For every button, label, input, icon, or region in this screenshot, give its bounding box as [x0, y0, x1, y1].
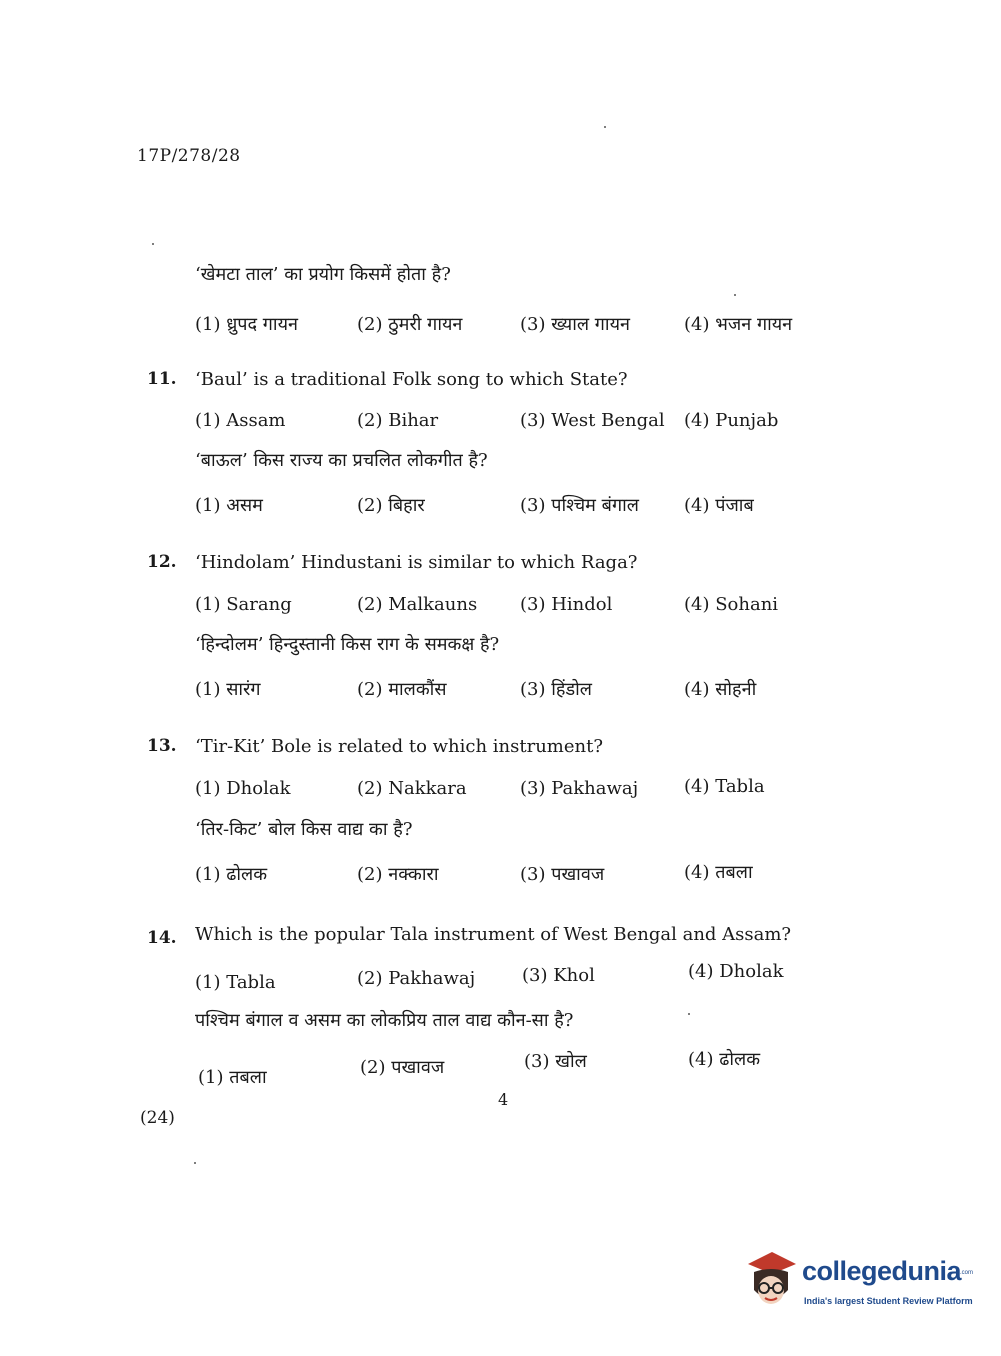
q12-option-3: (3) Hindol — [520, 594, 613, 615]
page-count: (24) — [140, 1108, 175, 1128]
collegedunia-logo — [742, 1248, 972, 1316]
q11-hindi-option-4: (4) पंजाब — [684, 495, 754, 516]
q14-option-1: (1) Tabla — [195, 972, 276, 993]
q13-option-4: (4) Tabla — [684, 776, 765, 797]
q11-hindi-option-2: (2) बिहार — [357, 495, 425, 516]
q11-number: 11. — [147, 369, 177, 389]
q14-hindi-option-1: (1) तबला — [198, 1067, 267, 1088]
brand-tagline: India's largest Student Review Platform — [804, 1296, 973, 1306]
q14-option-4: (4) Dholak — [688, 961, 784, 982]
scan-speck — [604, 126, 606, 128]
q11-option-2: (2) Bihar — [357, 410, 439, 431]
q13-option-2: (2) Nakkara — [357, 778, 467, 799]
q12-question: ‘Hindolam’ Hindustani is similar to which Raga? — [195, 552, 638, 573]
q12-option-1: (1) Sarang — [195, 594, 292, 615]
q10-hindi-option-2: (2) ठुमरी गायन — [357, 314, 463, 335]
q13-hindi-option-2: (2) नक्कारा — [357, 864, 439, 885]
q13-number: 13. — [147, 736, 177, 756]
q13-option-3: (3) Pakhawaj — [520, 778, 639, 799]
q12-hindi-option-4: (4) सोहनी — [684, 679, 757, 700]
q13-hindi-option-4: (4) तबला — [684, 862, 753, 883]
q14-hindi-question: पश्चिम बंगाल व असम का लोकप्रिय ताल वाद्य कौन-सा है? — [195, 1010, 574, 1031]
q12-option-4: (4) Sohani — [684, 594, 779, 615]
q12-hindi-option-3: (3) हिंडोल — [520, 679, 592, 700]
scan-speck — [152, 243, 154, 245]
scan-speck — [688, 1013, 690, 1015]
q11-option-1: (1) Assam — [195, 410, 286, 431]
q13-hindi-option-1: (1) ढोलक — [195, 864, 268, 885]
q13-hindi-question: ‘तिर-किट’ बोल किस वाद्य का है? — [195, 819, 413, 840]
q11-question: ‘Baul’ is a traditional Folk song to which State? — [195, 369, 628, 390]
brand-name: collegedunia — [802, 1256, 962, 1286]
q10-hindi-option-1: (1) ध्रुपद गायन — [195, 314, 299, 335]
q12-hindi-option-1: (1) सारंग — [195, 679, 261, 700]
q12-number: 12. — [147, 552, 177, 572]
q10-hindi-question: ‘खेमटा ताल’ का प्रयोग किसमें होता है? — [195, 264, 451, 285]
q14-option-3: (3) Khol — [522, 965, 595, 986]
page-number: 4 — [498, 1090, 509, 1109]
scan-speck — [194, 1162, 196, 1164]
mascot-icon — [742, 1250, 800, 1312]
q14-question: Which is the popular Tala instrument of West Bengal and Assam? — [195, 924, 792, 945]
q11-option-4: (4) Punjab — [684, 410, 779, 431]
q12-option-2: (2) Malkauns — [357, 594, 478, 615]
q14-hindi-option-3: (3) खोल — [524, 1051, 587, 1072]
q13-hindi-option-3: (3) पखावज — [520, 864, 605, 885]
scan-speck — [734, 294, 736, 296]
q14-hindi-option-2: (2) पखावज — [360, 1057, 445, 1078]
q10-hindi-option-4: (4) भजन गायन — [684, 314, 793, 335]
q13-question: ‘Tir-Kit’ Bole is related to which instrument? — [195, 736, 603, 757]
q13-option-1: (1) Dholak — [195, 778, 291, 799]
brand-dotcom: .com — [960, 1270, 974, 1276]
q10-hindi-option-3: (3) ख्याल गायन — [520, 314, 631, 335]
q14-number: 14. — [147, 928, 177, 948]
q11-hindi-option-1: (1) असम — [195, 495, 263, 516]
q11-hindi-option-3: (3) पश्चिम बंगाल — [520, 495, 639, 516]
q11-option-3: (3) West Bengal — [520, 410, 665, 431]
q12-hindi-question: ‘हिन्दोलम’ हिन्दुस्तानी किस राग के समकक्ष है? — [195, 634, 500, 655]
q14-hindi-option-4: (4) ढोलक — [688, 1049, 761, 1070]
paper-code: 17P/278/28 — [137, 146, 241, 166]
q12-hindi-option-2: (2) मालकौंस — [357, 679, 447, 700]
q11-hindi-question: ‘बाऊल’ किस राज्य का प्रचलित लोकगीत है? — [195, 450, 488, 471]
q14-option-2: (2) Pakhawaj — [357, 968, 476, 989]
